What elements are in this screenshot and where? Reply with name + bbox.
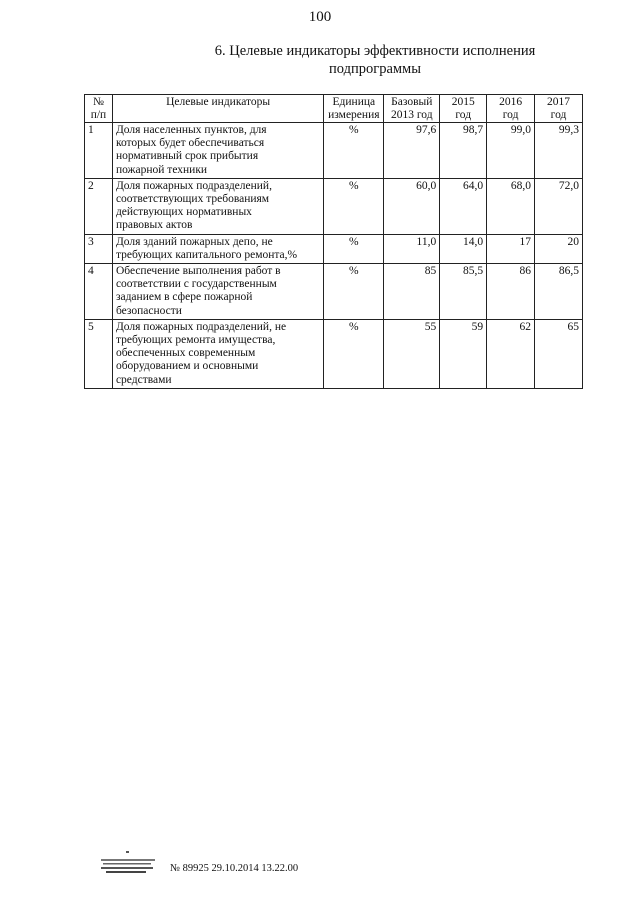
header-line: Единица — [332, 96, 376, 108]
description-line: заданием в сфере пожарной — [115, 291, 253, 304]
description-line: правовых актов — [115, 219, 193, 232]
base-2013-cell: 97,6 — [384, 123, 440, 179]
header-line: год — [502, 108, 519, 121]
section-title — [165, 42, 585, 78]
row-number: 4 — [85, 264, 113, 320]
description-line: Доля пожарных подразделений, — [115, 179, 272, 192]
base-2013-cell: 11,0 — [384, 234, 440, 263]
table-header-row — [85, 95, 583, 123]
header-2015 — [440, 95, 487, 123]
header-line: год — [455, 108, 472, 121]
value-2017-cell: 99,3 — [535, 123, 583, 179]
header-indicator — [112, 95, 323, 123]
value-2016-cell: 86 — [487, 264, 535, 320]
unit-cell: % — [324, 264, 384, 320]
value-2016-cell: 17 — [487, 234, 535, 263]
description-line: Доля населенных пунктов, для — [115, 124, 267, 136]
description-line: пожарной техники — [115, 163, 208, 176]
base-2013-cell: 60,0 — [384, 178, 440, 234]
value-2015-cell: 64,0 — [440, 178, 487, 234]
value-2016-cell: 62 — [487, 319, 535, 388]
header-line: год — [550, 108, 567, 121]
header-line: 2013 год — [390, 108, 433, 121]
value-2016-cell: 99,0 — [487, 123, 535, 179]
header-line: 2016 — [499, 96, 523, 108]
header-line: Целевые индикаторы — [166, 96, 271, 108]
section-title-line-1: 6. Целевые индикаторы эффективности исполнения — [214, 43, 536, 59]
value-2016-cell: 68,0 — [487, 178, 535, 234]
document-registration-info: № 89925 29.10.2014 13.22.00 — [170, 863, 299, 874]
unit-cell: % — [324, 178, 384, 234]
indicator-description — [112, 264, 323, 320]
header-line: Базовый — [391, 96, 433, 108]
description-line: действующих нормативных — [115, 206, 252, 219]
description-line: требующих капитального ремонта,% — [115, 248, 298, 261]
header-2017 — [535, 95, 583, 123]
indicator-description — [112, 319, 323, 388]
description-line: соответствии с государственным — [115, 278, 277, 291]
table-row — [85, 319, 583, 388]
description-line: Обеспечение выполнения работ в — [115, 265, 281, 278]
description-line: безопасности — [115, 304, 182, 317]
description-line: обеспеченных современным — [115, 347, 256, 360]
table-row — [85, 123, 583, 179]
header-line: № — [92, 96, 104, 108]
indicator-description — [112, 123, 323, 179]
indicator-description — [112, 234, 323, 263]
value-2017-cell: 72,0 — [535, 178, 583, 234]
description-line: требующих ремонта имущества, — [115, 334, 276, 347]
document-footer — [100, 850, 360, 880]
header-line: 2017 — [547, 96, 571, 108]
value-2015-cell: 98,7 — [440, 123, 487, 179]
unit-cell: % — [324, 123, 384, 179]
base-2013-cell: 85 — [384, 264, 440, 320]
header-line: 2015 — [451, 96, 475, 108]
header-line: п/п — [90, 108, 107, 121]
row-number: 5 — [85, 319, 113, 388]
description-line: соответствующих требованиям — [115, 193, 270, 206]
indicators-table — [84, 94, 583, 389]
header-number — [85, 95, 113, 123]
value-2015-cell: 14,0 — [440, 234, 487, 263]
indicator-description — [112, 178, 323, 234]
description-line: Доля пожарных подразделений, не — [115, 320, 287, 333]
value-2017-cell: 20 — [535, 234, 583, 263]
value-2015-cell: 59 — [440, 319, 487, 388]
value-2015-cell: 85,5 — [440, 264, 487, 320]
row-number: 2 — [85, 178, 113, 234]
description-line: которых будет обеспечиваться — [115, 137, 265, 150]
row-number: 3 — [85, 234, 113, 263]
description-line: оборудованием и основными — [115, 360, 259, 373]
page-number: 100 — [308, 9, 332, 25]
unit-cell: % — [324, 319, 384, 388]
unit-cell: % — [324, 234, 384, 263]
header-base-2013 — [384, 95, 440, 123]
header-line: измерения — [328, 108, 380, 121]
description-line: Доля зданий пожарных депо, не — [115, 235, 273, 248]
table-row — [85, 264, 583, 320]
registration-stamp-icon — [100, 850, 156, 876]
header-2016 — [487, 95, 535, 123]
table-row — [85, 234, 583, 263]
description-line: средствами — [115, 373, 172, 386]
value-2017-cell: 86,5 — [535, 264, 583, 320]
header-unit — [324, 95, 384, 123]
section-title-line-2: подпрограммы — [329, 61, 421, 77]
value-2017-cell: 65 — [535, 319, 583, 388]
row-number: 1 — [85, 123, 113, 179]
description-line: нормативный срок прибытия — [115, 150, 259, 163]
table-row — [85, 178, 583, 234]
base-2013-cell: 55 — [384, 319, 440, 388]
